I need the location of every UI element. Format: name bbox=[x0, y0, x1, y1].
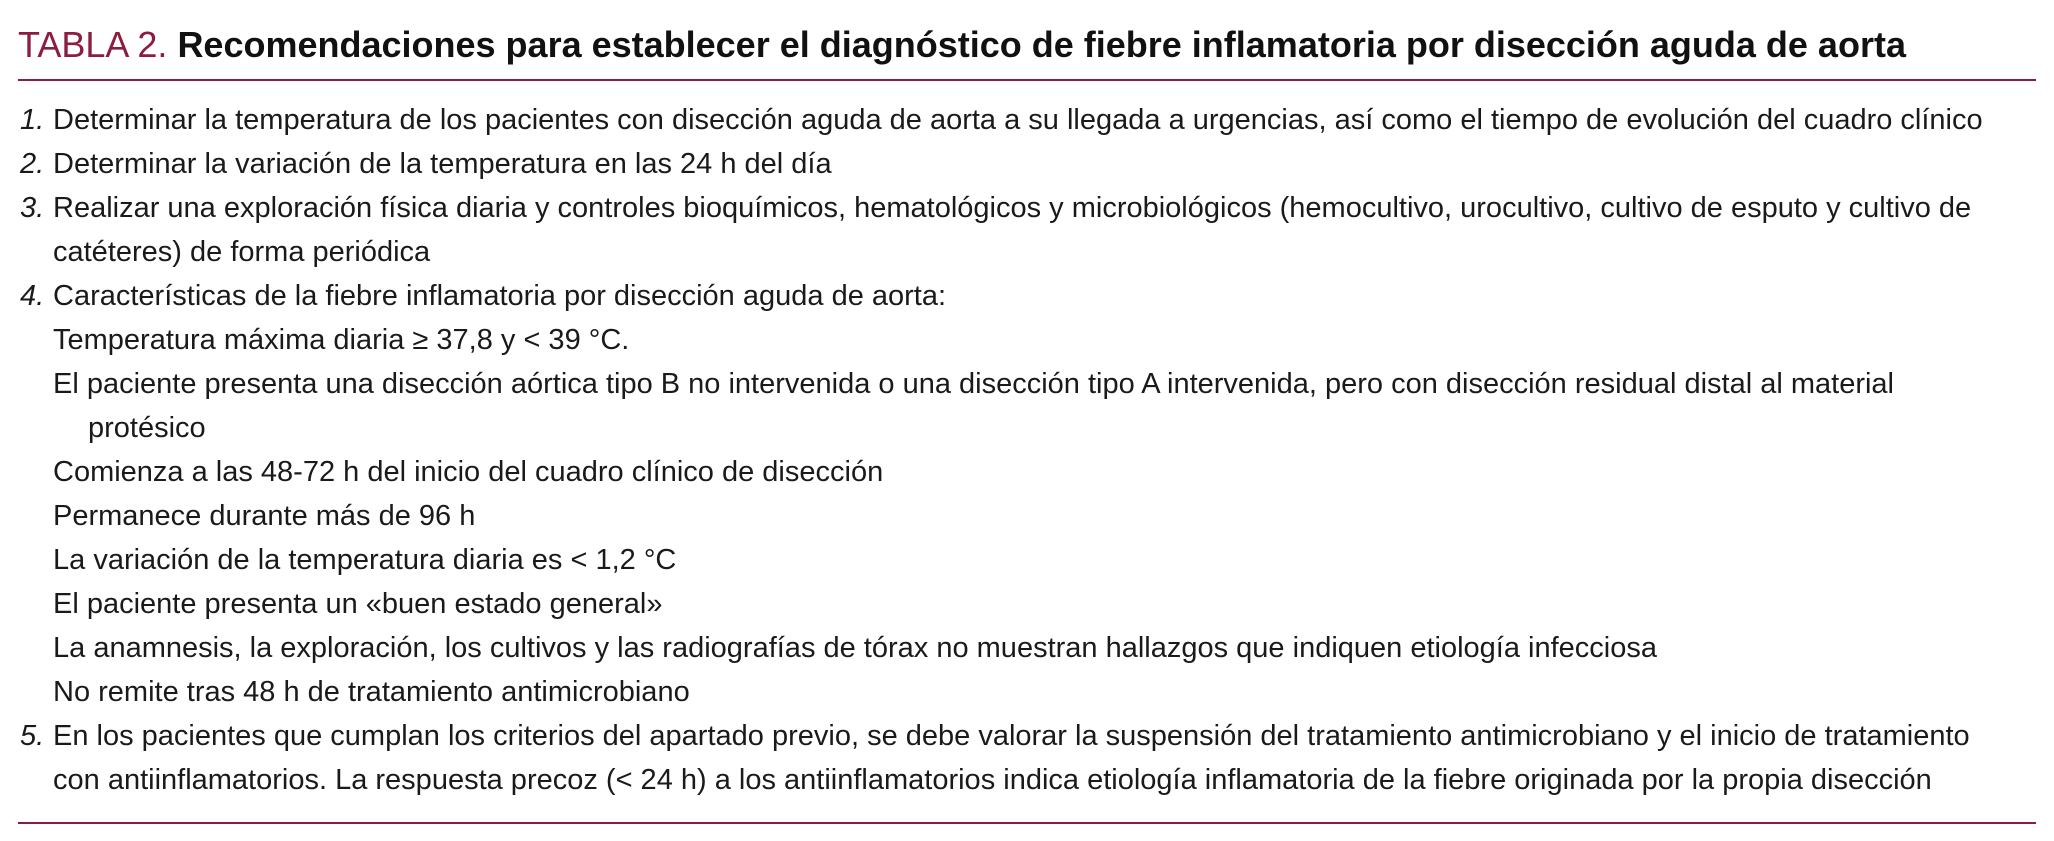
characteristic-5 bbox=[18, 538, 2036, 582]
characteristic-text: La anamnesis, la exploración, los cultivos y las radiografías de tórax no muestran hallazgos que indiquen etiología infecciosa bbox=[53, 632, 1657, 664]
item-number: 3. bbox=[20, 192, 45, 224]
list-item-3-continuation bbox=[18, 230, 2036, 274]
item-number: 5. bbox=[20, 720, 45, 752]
list-item-1 bbox=[18, 98, 2036, 142]
characteristic-2-continuation bbox=[18, 406, 2036, 450]
list-item-5 bbox=[18, 714, 2036, 758]
bottom-divider bbox=[18, 822, 2036, 824]
characteristic-3 bbox=[18, 450, 2036, 494]
characteristic-text: protésico bbox=[88, 412, 206, 444]
characteristic-8 bbox=[18, 670, 2036, 714]
item-text: Determinar la variación de la temperatura en las 24 h del día bbox=[53, 148, 832, 180]
item-number: 1. bbox=[20, 104, 45, 136]
top-divider bbox=[18, 79, 2036, 81]
table-body bbox=[18, 98, 2036, 802]
characteristic-2 bbox=[18, 362, 2036, 406]
characteristic-text: Temperatura máxima diaria ≥ 37,8 y < 39 °C. bbox=[53, 324, 630, 356]
characteristic-text: El paciente presenta un «buen estado general» bbox=[53, 588, 663, 620]
table-label: TABLA 2. bbox=[18, 24, 168, 65]
item-text: Realizar una exploración física diaria y controles bioquímicos, hematológicos y microbiológicos (hemocultivo, urocultivo, cultivo de esputo y cultivo de bbox=[53, 192, 1972, 224]
item-text: Características de la fiebre inflamatoria por disección aguda de aorta: bbox=[53, 280, 947, 312]
characteristic-text: No remite tras 48 h de tratamiento antimicrobiano bbox=[53, 676, 690, 708]
item-number: 2. bbox=[20, 148, 45, 180]
characteristic-4 bbox=[18, 494, 2036, 538]
list-item-3 bbox=[18, 186, 2036, 230]
characteristic-text: La variación de la temperatura diaria es < 1,2 °C bbox=[53, 544, 677, 576]
characteristic-1 bbox=[18, 318, 2036, 362]
item-number: 4. bbox=[20, 280, 45, 312]
characteristic-7 bbox=[18, 626, 2036, 670]
characteristic-text: Comienza a las 48-72 h del inicio del cuadro clínico de disección bbox=[53, 456, 884, 488]
table-heading: Recomendaciones para establecer el diagnóstico de fiebre inflamatoria por disección aguda de aorta bbox=[177, 24, 1906, 65]
item-text: Determinar la temperatura de los pacientes con disección aguda de aorta a su llegada a urgencias, así como el tiempo de evolución del cuadro clínico bbox=[53, 104, 1983, 136]
item-text: En los pacientes que cumplan los criterios del apartado previo, se debe valorar la suspensión del tratamiento antimicrobiano y el inicio de tratamiento bbox=[53, 720, 1970, 752]
characteristic-text: Permanece durante más de 96 h bbox=[53, 500, 476, 532]
list-item-2 bbox=[18, 142, 2036, 186]
list-item-5-continuation bbox=[18, 758, 2036, 802]
characteristic-text: El paciente presenta una disección aórtica tipo B no intervenida o una disección tipo A intervenida, pero con disección residual distal al material bbox=[53, 368, 1895, 400]
item-text: con antiinflamatorios. La respuesta precoz (< 24 h) a los antiinflamatorios indica etiología inflamatoria de la fiebre originada por la propia disección bbox=[53, 764, 1932, 796]
item-text: catéteres) de forma periódica bbox=[53, 236, 431, 268]
table-container bbox=[18, 0, 2036, 841]
list-item-4 bbox=[18, 274, 2036, 318]
table-title bbox=[18, 22, 2036, 68]
characteristic-6 bbox=[18, 582, 2036, 626]
